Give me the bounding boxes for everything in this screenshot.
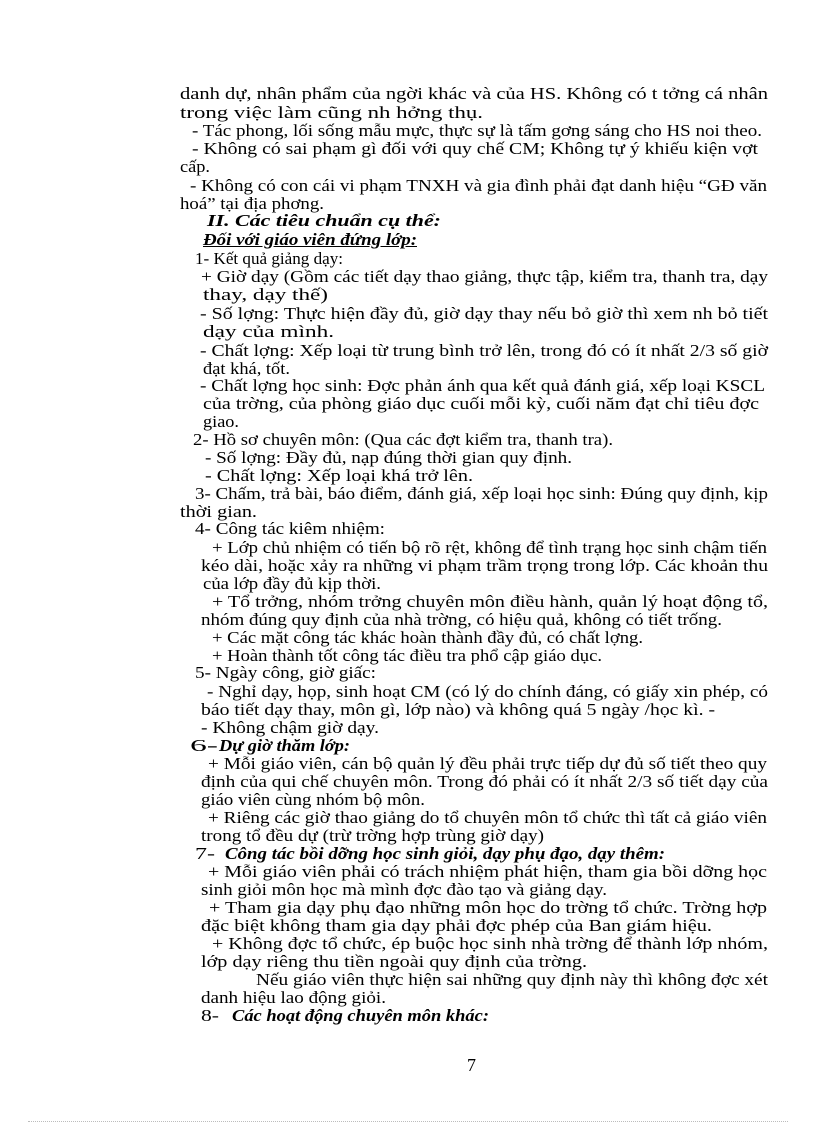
text-line: danh dự, nhân phẩm của ngời khác và của HS. Không có t tởng cá nhân (180, 84, 768, 103)
item-number: 8- (201, 1006, 219, 1025)
text-line: trong việc làm cũng nh hởng thụ. (180, 103, 483, 122)
item-heading: Dự giờ thăm lớp: (219, 736, 350, 755)
item-number: 6- (190, 736, 218, 755)
text-line: + Tổ trởng, nhóm trởng chuyên môn điều hành, quản lý hoạt động tổ, (212, 592, 768, 611)
text-line: + Riêng các giờ thao giảng do tổ chuyên môn tổ chức thì tất cả giáo viên (208, 808, 767, 827)
subsection-heading: Đối với giáo viên đứng lớp: (203, 230, 417, 249)
text-line: đặc biệt không tham gia dạy phải đợc phép của Ban giám hiệu. (201, 916, 712, 935)
text-line: + Mỗi giáo viên, cán bộ quản lý đều phải trực tiếp dự đủ số tiết theo quy (208, 754, 767, 773)
text-line: - Chất lợng học sinh: Đợc phản ánh qua kết quả đánh giá, xếp loại KSCL (200, 376, 765, 395)
text-line: - Chất lợng: Xếp loại từ trung bình trở lên, trong đó có ít nhất 2/3 số giờ (200, 341, 768, 360)
item-heading: Công tác bồi dỡng học sinh giỏi, dạy phụ đạo, dạy thêm: (225, 844, 665, 863)
text-line: + Mỗi giáo viên phải có trách nhiệm phát hiện, tham gia bồi dỡng học (208, 862, 767, 881)
text-line: Nếu giáo viên thực hiện sai những quy định này thì không đợc xét (256, 970, 768, 989)
text-line: giao. (203, 412, 239, 431)
text-line: giáo viên cùng nhóm bộ môn. (201, 790, 425, 809)
text-line: đạt khá, tốt. (203, 359, 290, 378)
text-line: của trờng, của phòng giáo dục cuối mỗi kỳ, cuối năm đạt chỉ tiêu đợc (203, 394, 759, 413)
page-number: 7 (467, 1055, 476, 1075)
item-heading: Các hoạt động chuyên môn khác: (232, 1006, 489, 1025)
text-line: - Chất lợng: Xếp loại khá trở lên. (205, 466, 473, 485)
text-line: 5- Ngày công, giờ giấc: (195, 663, 376, 682)
item-number: 7- (195, 844, 215, 863)
text-line: dạy của mình. (203, 322, 334, 341)
text-line: + Lớp chủ nhiệm có tiến bộ rõ rệt, không để tình trạng học sinh chậm tiến (212, 538, 767, 557)
text-line: + Tham gia dạy phụ đạo những môn học do trờng tổ chức. Trờng hợp (209, 898, 767, 917)
text-line: - Số lợng: Đầy đủ, nạp đúng thời gian quy định. (205, 448, 572, 467)
text-line: + Không đợc tổ chức, ép buộc học sinh nhà trờng để thành lớp nhóm, (212, 934, 768, 953)
text-line: 4- Công tác kiêm nhiệm: (195, 519, 385, 538)
text-line: - Tác phong, lối sống mẫu mực, thực sự là tấm gơng sáng cho HS noi theo. (192, 121, 762, 140)
text-line: hoá” tại địa phơng. (180, 194, 324, 213)
text-line: trong tổ đều dự (trừ trờng hợp trùng giờ dạy) (201, 826, 544, 845)
text-line: danh hiệu lao động giỏi. (201, 988, 386, 1007)
text-line: kéo dài, hoặc xảy ra những vi phạm trầm trọng trong lớp. Các khoản thu (201, 556, 768, 575)
text-line: lớp dạy riêng thu tiền ngoài quy định của trờng. (201, 952, 587, 971)
text-line: thay, dạy thế) (203, 285, 328, 304)
text-line: định của qui chế chuyên môn. Trong đó phải có ít nhất 2/3 số tiết dạy của (201, 772, 768, 791)
text-line: + Giờ dạy (Gồm các tiết dạy thao giảng, thực tập, kiểm tra, thanh tra, dạy (201, 267, 768, 286)
text-line: - Nghỉ dạy, họp, sinh hoạt CM (có lý do chính đáng, có giấy xin phép, có (207, 682, 768, 701)
text-line: - Số lợng: Thực hiện đầy đủ, giờ dạy thay nếu bỏ giờ thì xem nh bỏ tiết (200, 304, 768, 323)
text-line: nhóm đúng quy định của nhà trờng, có hiệu quả, không có tiết trống. (201, 610, 722, 629)
text-line: 1- Kết quả giảng dạy: (195, 249, 343, 268)
text-line: của lớp đầy đủ kịp thời. (203, 574, 381, 593)
text-line: - Không chậm giờ dạy. (201, 718, 379, 737)
text-line: thời gian. (180, 502, 257, 521)
section-heading: II. Các tiêu chuẩn cụ thể: (207, 211, 441, 230)
text-line: sinh giỏi môn học mà mình đợc đào tạo và giảng dạy. (201, 880, 607, 899)
text-line: + Các mặt công tác khác hoàn thành đầy đủ, có chất lợng. (212, 628, 643, 647)
text-line: 3- Chấm, trả bài, báo điểm, đánh giá, xếp loại học sinh: Đúng quy định, kịp (195, 484, 768, 503)
text-line: + Hoàn thành tốt công tác điều tra phổ cập giáo dục. (212, 646, 602, 665)
page-bottom-dotted-border (28, 1121, 788, 1122)
text-line: - Không có sai phạm gì đối với quy chế CM; Không tự ý khiếu kiện vợt (192, 139, 758, 158)
text-line: - Không có con cái vi phạm TNXH và gia đình phải đạt danh hiệu “GĐ văn (190, 176, 767, 195)
text-line: báo tiết dạy thay, môn gì, lớp nào) và không quá 5 ngày /học kì. - (201, 700, 715, 719)
text-line: 2- Hồ sơ chuyên môn: (Qua các đợt kiểm tra, thanh tra). (193, 430, 613, 449)
text-line: cấp. (180, 157, 210, 176)
